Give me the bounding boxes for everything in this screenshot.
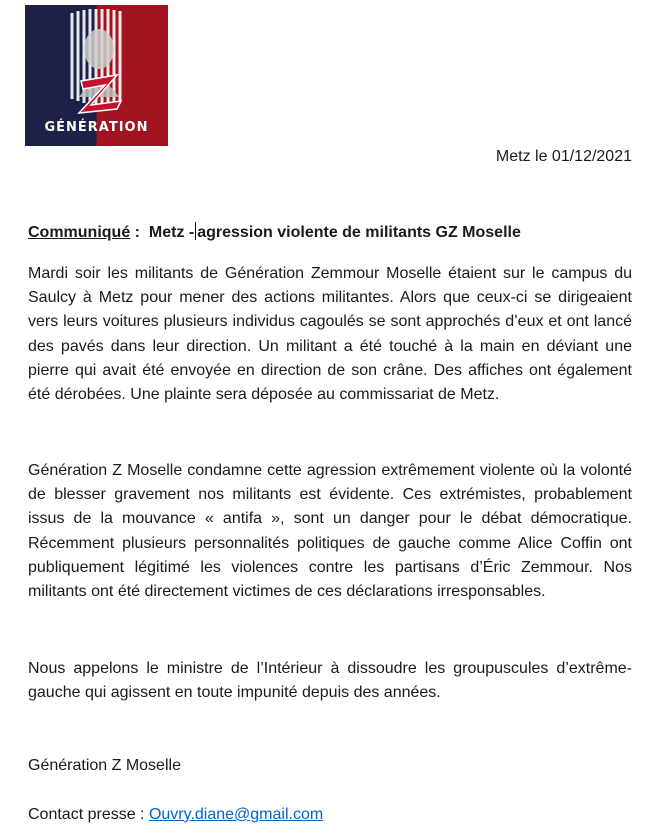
- contact-label: Contact presse :: [28, 806, 149, 823]
- press-contact: [28, 806, 323, 824]
- paragraph-incident: Mardi soir les militants de Génération Zemmour Moselle étaient sur le campus du Saulcy à Metz pour mener des actions militantes. Alors que ceux-ci se dirigeaient vers leurs voitures plusieurs individus cagoulés se sont approchés d’eux et ont lancé des pavés dans leur direction. Un militant a été touché à la main en déviant une pierre qui avait été envoyée en direction de son crâne. Des affiches ont également été dérobées. Une plainte sera déposée au commissariat de Metz.: [28, 265, 632, 404]
- contact-email-link[interactable]: Ouvry.diane@gmail.com: [148, 806, 324, 823]
- generation-z-logo: [25, 5, 168, 146]
- subject-line: [28, 222, 521, 242]
- signature: Génération Z Moselle: [28, 757, 181, 774]
- paragraph-appeal: Nous appelons le ministre de l’Intérieur à dissoudre les groupuscules d’extrême-gauche qui agissent en toute impunité depuis des années.: [28, 660, 632, 702]
- subject-part1: Metz -: [148, 224, 195, 241]
- subject-part2: agression violente de militants GZ Moselle: [197, 224, 521, 241]
- subject-separator: :: [130, 224, 149, 241]
- date-line: Metz le 01/12/2021: [495, 148, 632, 165]
- subject-lead: Communiqué: [28, 224, 131, 241]
- logo-wordmark: GÉNÉRATION: [44, 120, 149, 135]
- paragraph-condemnation: Génération Z Moselle condamne cette agression extrêmement violente où la volonté de blesser gravement nos militants est évidente. Ces extrémistes, probablement issus de la mouvance « antifa », sont un danger pour le débat démocratique. Récemment plusieurs personnalités politiques de gauche comme Alice Coffin ont publiquement légitimé les violences contre les partisans d’Éric Zemmour. Nos militants ont été directement victimes de ces déclarations irresponsables.: [28, 462, 632, 601]
